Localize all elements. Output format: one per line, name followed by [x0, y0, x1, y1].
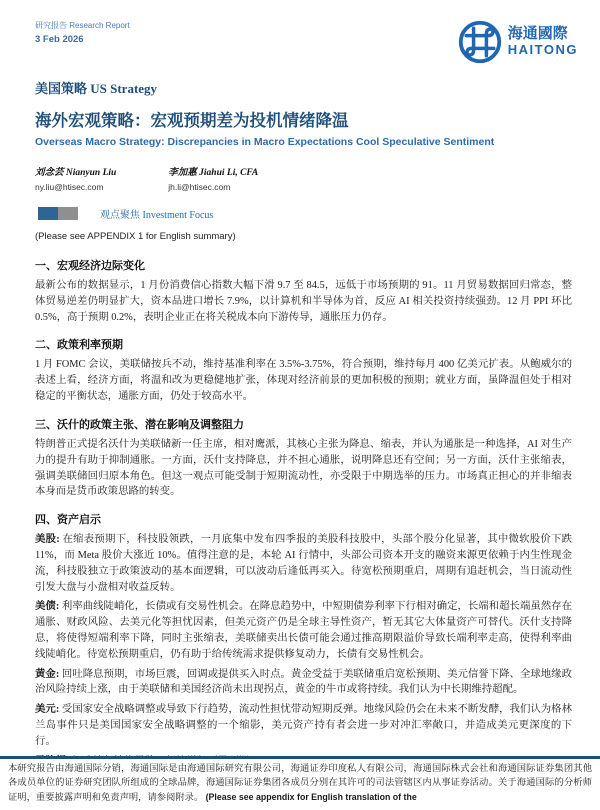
focus-marker-gray-square [58, 207, 78, 220]
section-1-paragraph: 最新公布的数据显示，1 月份消费信心指数大幅下滑 9.7 至 84.5，远低于市场预期的 91。11 月贸易数据回归常态，整体贸易逆差仍明显扩大，资本品进口增长 7.9%，以计算机和半导体为首，反应 AI 相关投资持续强劲。12 月 PPI 环比 0.5%，高于预期 0.2%，表明企业正在将关税成本向下游传导，通胀压力仍存。 [35, 280, 572, 323]
disclaimer-footer [0, 756, 600, 810]
report-body [0, 242, 600, 770]
asset-label-usd: 美元: [35, 704, 60, 716]
section-2-heading: 二、政策利率预期 [35, 339, 123, 352]
page-title: 海外宏观策略：宏观预期差为投机情绪降温 [35, 111, 349, 130]
analyst-1-email-link[interactable]: ny.liu@htisec.com [35, 182, 104, 192]
analyst-2 [168, 164, 258, 192]
report-type-label: 研究报告 Research Report [35, 21, 130, 30]
haitong-logo-text [508, 27, 578, 56]
asset-paragraph-gold [35, 667, 572, 699]
asset-text-usd: 受国家安全战略调整或导致下行趋势，流动性担忧带动短期反弹。地缘风险仍会在未来不断发酵，我们认为格林兰岛事件只是美国国家安全战略调整的一个缩影，美元资产持有者会进一步对冲汇率敞口，并造成美元更深度的下行。 [35, 704, 572, 747]
title-block [0, 64, 600, 148]
asset-label-gold: 黄金: [35, 668, 60, 680]
haitong-logo [458, 20, 578, 64]
analyst-2-email-link[interactable]: jh.li@htisec.com [168, 182, 231, 192]
analysts-row [0, 148, 600, 192]
report-category: 美国策略 US Strategy [35, 81, 158, 96]
asset-paragraph-us-stocks [35, 532, 572, 595]
appendix-note: (Please see APPENDIX 1 for English summary) [35, 231, 236, 242]
investment-focus-label: 观点聚焦 Investment Focus [100, 210, 214, 221]
disclaimer-text-cn: 本研究报告由海通国际分销，海通国际是由海通国际研究有限公司，海通证券印度私人有限公司，海通国际株式会社和海通国际证券集团其他各成员单位的证券研究团队所组成的全球品牌，海通国际证券集团各成员分别在其许可的司法管辖区内从事证券活动。关于海通国际的分析师证明，重要披露声明和免责声明，请参阅附录。 [8, 764, 592, 803]
asset-text-us-stocks: 在缩表预期下，科技股领跌，一月底集中发布四季报的美股科技股中，头部个股分化显著，其中微软股价下跌 11%，而 Meta 股价大涨近 10%。值得注意的是，本轮 AI 行情中，头部公司资本开支的融资来源更依赖于内生性现金流，科技股独立于政策波动的基本面逻辑，可以波动后逢低再买入。待宽松预期重启，周期有追赶机会，当日流动性引发大盘与小盘相对收益反转。 [35, 534, 572, 593]
disclaimer-text [0, 759, 600, 810]
asset-text-us-bonds: 利率曲线陡峭化，长债或有交易性机会。在降息趋势中，中短期债券利率下行相对确定，长端和超长端虽然存在通胀、财政风险、去美元化等担忧因素，但美元资产仍是全球主导性资产，暂无其它大体量资产可替代。沃什支持降息，将使得短端利率下降，同时主张缩表，美联储卖出长债可能会通过推高期限溢价导致长端利率走高，使得利率曲线陡峭化。待宽松预期重启，仍有助于给传统需求提供修复动力，长债有交易性机会。 [35, 601, 572, 660]
report-date: 3 Feb 2026 [35, 34, 84, 45]
focus-marker-blue-square [38, 207, 58, 220]
asset-label-us-stocks: 美股: [35, 534, 60, 546]
analyst-2-name: 李加惠 Jiahui Li, CFA [168, 168, 259, 178]
section-3-heading: 三、沃什的政策主张、潜在影响及调整阻力 [35, 418, 244, 431]
asset-paragraph-usd [35, 702, 572, 749]
section-2-paragraph: 1 月 FOMC 会议，美联储按兵不动，维持基准利率在 3.5%-3.75%，符合预期，维持每月 400 亿美元扩表。从鲍威尔的表述上看，经济方面，将温和改为更稳健地扩张，体现对经济前景的更加积极的预期；就业方面，虽降温但处于相对稳定的平衡状态，通胀方面，仍处于较高水平。 [35, 359, 572, 403]
asset-label-us-bonds: 美债: [35, 601, 60, 613]
asset-paragraph-us-bonds [35, 599, 572, 662]
report-meta [35, 20, 130, 45]
top-bar [0, 0, 600, 64]
analyst-1 [35, 164, 116, 192]
analyst-1-name: 刘念芸 Nianyun Liu [35, 168, 117, 178]
section-4-heading: 四、资产启示 [35, 514, 101, 527]
logo-name-cn: 海通國際 [507, 26, 568, 43]
page-subtitle: Overseas Macro Strategy: Discrepancies in Macro Expectations Cool Speculative Sentiment [35, 136, 495, 148]
section-1-heading: 一、宏观经济边际变化 [35, 260, 145, 272]
logo-name-en: HAITONG [507, 42, 578, 58]
disclaimer-text-en: (Please see appendix for English translation of the [205, 791, 417, 802]
asset-text-gold: 回吐降息预期，市场巨震，回调或提供买入时点。黄金受益于美联储重启宽松预期、美元信誉下降、全球地缘政治风险持续上涨，由于美联储和美国经济尚未出现拐点，黄金的牛市或将持续。我们认为中长期维持超配。 [35, 668, 572, 696]
section-3-paragraph: 特朗普正式提名沃什为美联储新一任主席，相对鹰派，其核心主张为降息、缩表，并认为通胀是一种选择，AI 对生产力的提升有助于抑制通胀。一方面，沃什支持降息，并不担心通胀，说明降息还有空间；另一方面，沃什主张缩表，强调美联储回归原本角色。但这一观点可能受制于短期流动性，亦受限于中期选举的压力。市场真正担心的并非缩表本身而是货币政策思路的转变。 [35, 438, 572, 498]
investment-focus-header [0, 192, 600, 221]
haitong-emblem-icon [458, 20, 502, 64]
